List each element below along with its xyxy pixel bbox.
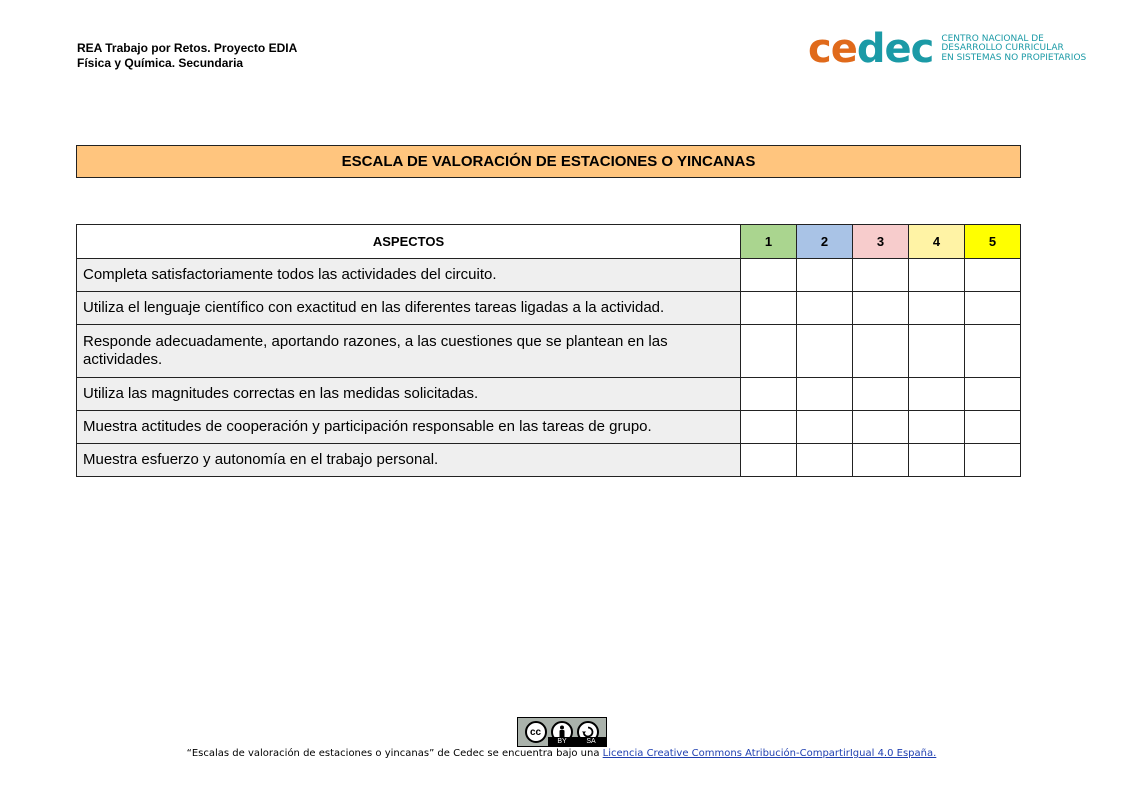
score-cell[interactable] [741,444,797,477]
license-footer [0,717,1123,759]
logo-word-ce: ce [808,26,857,72]
score-cell[interactable] [741,378,797,411]
score-cell[interactable] [965,325,1021,378]
level-header-5: 5 [965,225,1021,259]
logo-sub-line3: EN SISTEMAS NO PROPIETARIOS [941,52,1087,63]
score-cell[interactable] [741,292,797,325]
score-cell[interactable] [797,325,853,378]
score-cell[interactable] [797,444,853,477]
logo-sub-line1: CENTRO NACIONAL DE [941,33,1044,44]
page-title: ESCALA DE VALORACIÓN DE ESTACIONES O YINCANAS [76,145,1021,178]
badge-strip [548,737,606,746]
aspect-text: Muestra actitudes de cooperación y participación responsable en las tareas de grupo. [77,411,741,444]
score-cell[interactable] [853,444,909,477]
level-header-2: 2 [797,225,853,259]
rating-scale-table [76,224,1021,477]
score-cell[interactable] [853,411,909,444]
score-cell[interactable] [909,411,965,444]
score-cell[interactable] [797,259,853,292]
table-row [77,292,1021,325]
aspect-text: Completa satisfactoriamente todos las actividades del circuito. [77,259,741,292]
cedec-logo [808,26,1087,72]
score-cell[interactable] [797,292,853,325]
table-row [77,325,1021,378]
logo-word-dec: dec [856,26,934,72]
header-subject: Física y Química. Secundaria [77,56,244,70]
aspect-text: Responde adecuadamente, aportando razones, a las cuestiones que se plantean en las actividades. [77,325,741,378]
license-text: “Escalas de valoración de estaciones o yincanas” de Cedec se encuentra bajo una [186,748,603,759]
badge-by-label: BY [557,738,567,745]
table-row [77,378,1021,411]
score-cell[interactable] [909,378,965,411]
score-cell[interactable] [965,292,1021,325]
cedec-logo-word [808,26,934,72]
cc-icon: cc [525,721,547,743]
aspect-text: Muestra esfuerzo y autonomía en el trabajo personal. [77,444,741,477]
score-cell[interactable] [741,325,797,378]
level-header-3: 3 [853,225,909,259]
license-statement [0,748,1123,759]
logo-sub-line2: DESARROLLO CURRICULAR [941,43,1064,54]
badge-sa-label: SA [586,738,596,745]
cedec-logo-subtitle [941,35,1086,64]
table-header-row [77,225,1021,259]
score-cell[interactable] [909,292,965,325]
header-project: REA Trabajo por Retos. Proyecto EDIA [77,41,298,55]
table-row [77,411,1021,444]
level-header-4: 4 [909,225,965,259]
table-row [77,444,1021,477]
score-cell[interactable] [853,292,909,325]
aspect-text: Utiliza las magnitudes correctas en las medidas solicitadas. [77,378,741,411]
score-cell[interactable] [909,259,965,292]
score-cell[interactable] [909,444,965,477]
score-cell[interactable] [853,378,909,411]
score-cell[interactable] [797,411,853,444]
aspects-header: ASPECTOS [77,225,741,259]
table-row [77,259,1021,292]
score-cell[interactable] [853,259,909,292]
score-cell[interactable] [909,325,965,378]
score-cell[interactable] [965,444,1021,477]
cc-by-sa-badge [517,717,607,747]
document-header [77,41,297,71]
score-cell[interactable] [797,378,853,411]
license-link[interactable]: Licencia Creative Commons Atribución-CompartirIgual 4.0 España. [602,748,937,759]
aspect-text: Utiliza el lenguaje científico con exactitud en las diferentes tareas ligadas a la actividad. [77,292,741,325]
level-header-1: 1 [741,225,797,259]
score-cell[interactable] [853,325,909,378]
score-cell[interactable] [741,411,797,444]
score-cell[interactable] [965,411,1021,444]
score-cell[interactable] [741,259,797,292]
score-cell[interactable] [965,259,1021,292]
score-cell[interactable] [965,378,1021,411]
